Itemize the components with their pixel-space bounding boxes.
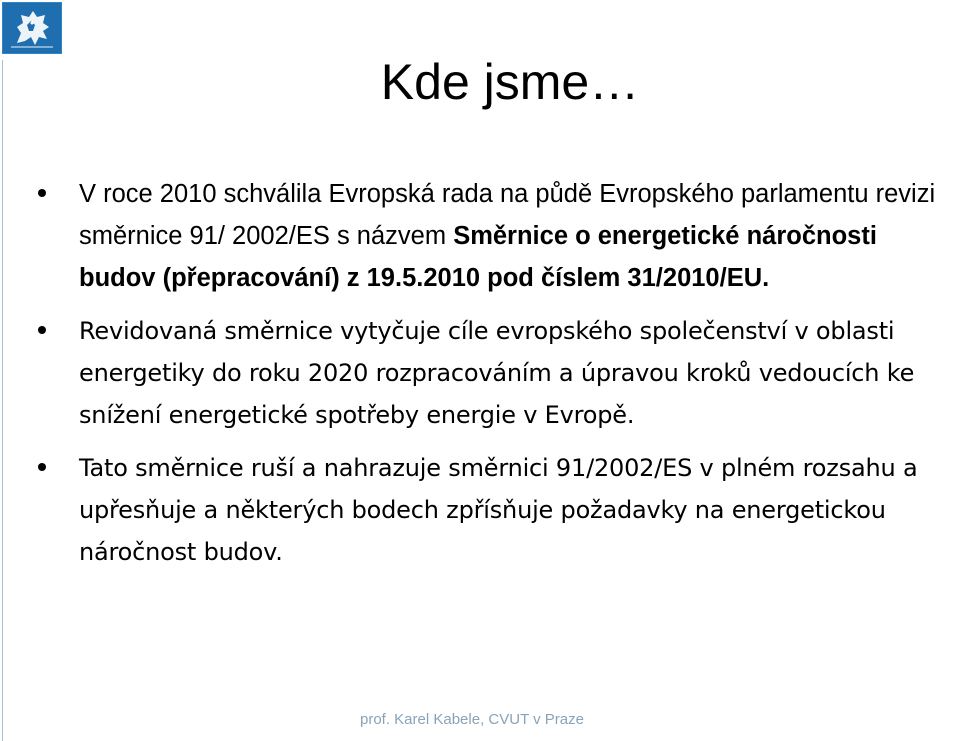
bullet-1-text: V roce 2010 schválila Evropská rada na půdě Evropského parlamentu revizi směrnice 91/ 2002/ES s názvem: [79, 180, 936, 250]
bullet-dot-icon: [38, 189, 46, 197]
bullet-list: [38, 173, 938, 584]
bullet-item-1: [38, 173, 938, 299]
bullet-2-text: Revidovaná směrnice vytyčuje cíle evropského společenství v oblasti energetiky do roku 2020 rozpracováním a úpravou kroků vedoucích ke snížení energetické spotřeby energie v Evropě.: [79, 317, 915, 429]
bullet-1-bold-text: Směrnice o energetické náročnosti budov (přepracování) z 19.5.2010 pod číslem 31/2010/EU.: [79, 222, 877, 292]
slide-footer: prof. Karel Kabele, CVUT v Praze: [360, 711, 584, 728]
bullet-3-text: Tato směrnice ruší a nahrazuje směrnici 91/2002/ES v plném rozsahu a upřesňuje a některých bodech zpřísňuje požadavky na energetickou náročnost budov.: [79, 454, 918, 566]
left-border-line: [2, 60, 3, 741]
bullet-dot-icon: [38, 463, 46, 471]
bullet-item-3: [38, 447, 938, 573]
slide-title: Kde jsme…: [380, 54, 640, 110]
bullet-dot-icon: [38, 326, 46, 334]
cvut-lion-logo-icon: [2, 2, 62, 54]
bullet-item-2: [38, 310, 938, 436]
